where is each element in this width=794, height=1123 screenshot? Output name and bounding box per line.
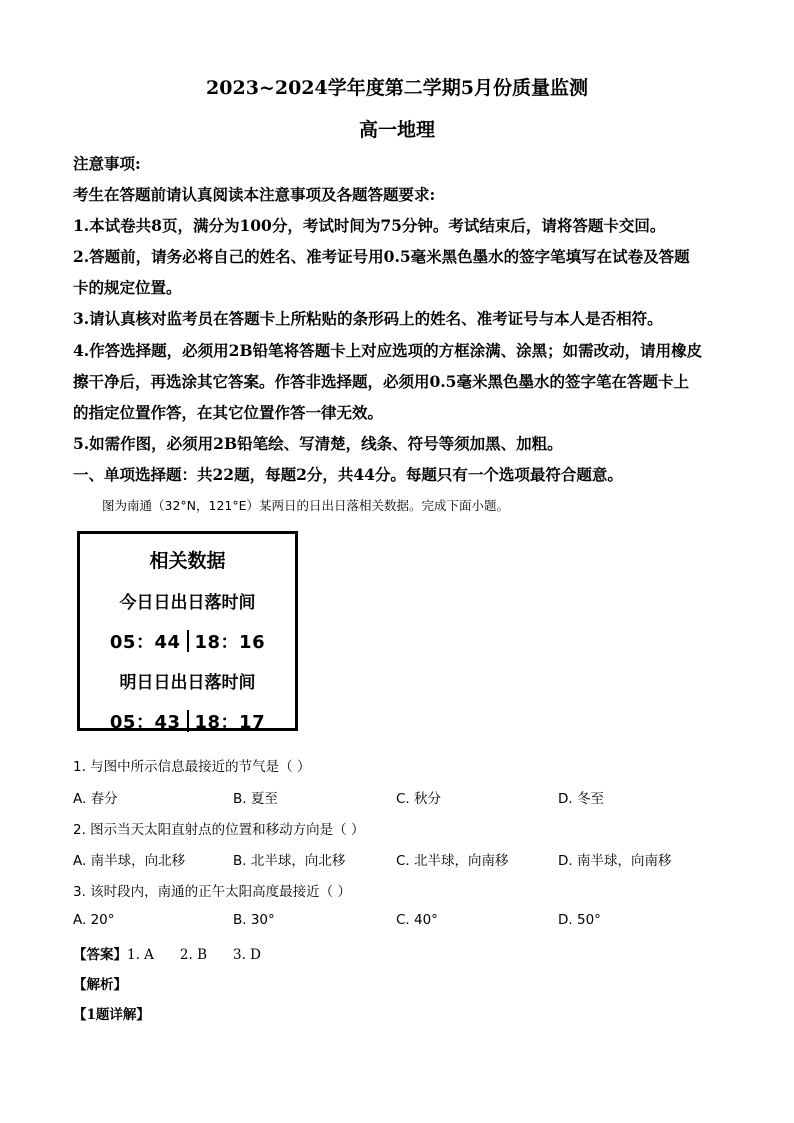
time-separator (187, 630, 189, 652)
answer-tag: 【答案】 (73, 947, 127, 963)
question-1-option-b: B. 夏至 (233, 791, 278, 807)
time-separator (187, 710, 189, 732)
analysis-label: 【解析】 (73, 977, 127, 993)
answer-3: 3. D (233, 947, 262, 963)
answer-1: 1. A (127, 947, 154, 963)
exam-subject: 高一地理 (358, 119, 435, 141)
question-3-stem: 3. 该时段内，南通的正午太阳高度最接近（ ） (73, 884, 351, 900)
question-2-option-b: B. 北半球，向北移 (233, 853, 346, 869)
notice-line-7: 的指定位置作答，在其它位置作答一律无效。 (73, 403, 384, 422)
question-intro: 图为南通（32°N，121°E）某两日的日出日落相关数据。完成下面小题。 (102, 498, 510, 513)
notice-line-2: 2.答题前，请务必将自己的姓名、准考证号用0.5毫米黑色墨水的签字笔填写在试卷及答题 (73, 247, 690, 266)
question-3-option-d: D. 50° (558, 912, 601, 928)
question-1-option-d: D. 冬至 (558, 791, 604, 807)
question-3-option-b: B. 30° (233, 912, 275, 928)
tomorrow-times (80, 708, 295, 734)
question-2-option-a: A. 南半球，向北移 (73, 853, 186, 869)
question-2-option-d: D. 南半球，向南移 (558, 853, 672, 869)
sun-data-box (77, 531, 298, 731)
analysis-detail-label: 【1题详解】 (73, 1007, 150, 1023)
tomorrow-sunrise: 05：43 (109, 712, 181, 733)
answer-line (73, 943, 287, 963)
exam-title: 2023~2024学年度第二学期5月份质量监测 (206, 77, 588, 99)
question-3-option-a: A. 20° (73, 912, 115, 928)
tomorrow-label: 明日日出日落时间 (119, 673, 256, 693)
notice-heading: 注意事项: (73, 154, 141, 173)
notice-line-8: 5.如需作图，必须用2B铅笔绘、写清楚，线条、符号等须加黑、加粗。 (73, 434, 563, 453)
data-box-heading: 相关数据 (149, 550, 226, 572)
question-3-option-c: C. 40° (396, 912, 438, 928)
answer-2: 2. B (179, 947, 208, 963)
notice-line-6: 擦干净后，再选涂其它答案。作答非选择题，必须用0.5毫米黑色墨水的签字笔在答题卡上 (73, 372, 689, 391)
notice-line-0: 考生在答题前请认真阅读本注意事项及各题答题要求: (73, 185, 436, 204)
notice-line-1: 1.本试卷共8页，满分为100分，考试时间为75分钟。考试结束后，请将答题卡交回。 (73, 216, 666, 235)
notice-line-5: 4.作答选择题，必须用2B铅笔将答题卡上对应选项的方框涂满、涂黑；如需改动，请用橡皮 (73, 341, 703, 360)
section-heading: 一、单项选择题：共22题，每题2分，共44分。每题只有一个选项最符合题意。 (73, 465, 623, 484)
today-sunrise: 05：44 (109, 632, 181, 653)
question-2-option-c: C. 北半球，向南移 (396, 853, 509, 869)
today-times (80, 628, 295, 654)
question-2-stem: 2. 图示当天太阳直射点的位置和移动方向是（ ） (73, 822, 365, 838)
notice-line-4: 3.请认真核对监考员在答题卡上所粘贴的条形码上的姓名、准考证号与本人是否相符。 (73, 309, 663, 328)
notice-line-3: 卡的规定位置。 (73, 278, 182, 297)
tomorrow-sunset: 18：17 (194, 712, 266, 733)
question-1-option-c: C. 秋分 (396, 791, 442, 807)
question-1-stem: 1. 与图中所示信息最接近的节气是（ ） (73, 759, 311, 775)
today-label: 今日日出日落时间 (119, 593, 256, 613)
question-1-option-a: A. 春分 (73, 791, 118, 807)
today-sunset: 18：16 (194, 632, 266, 653)
